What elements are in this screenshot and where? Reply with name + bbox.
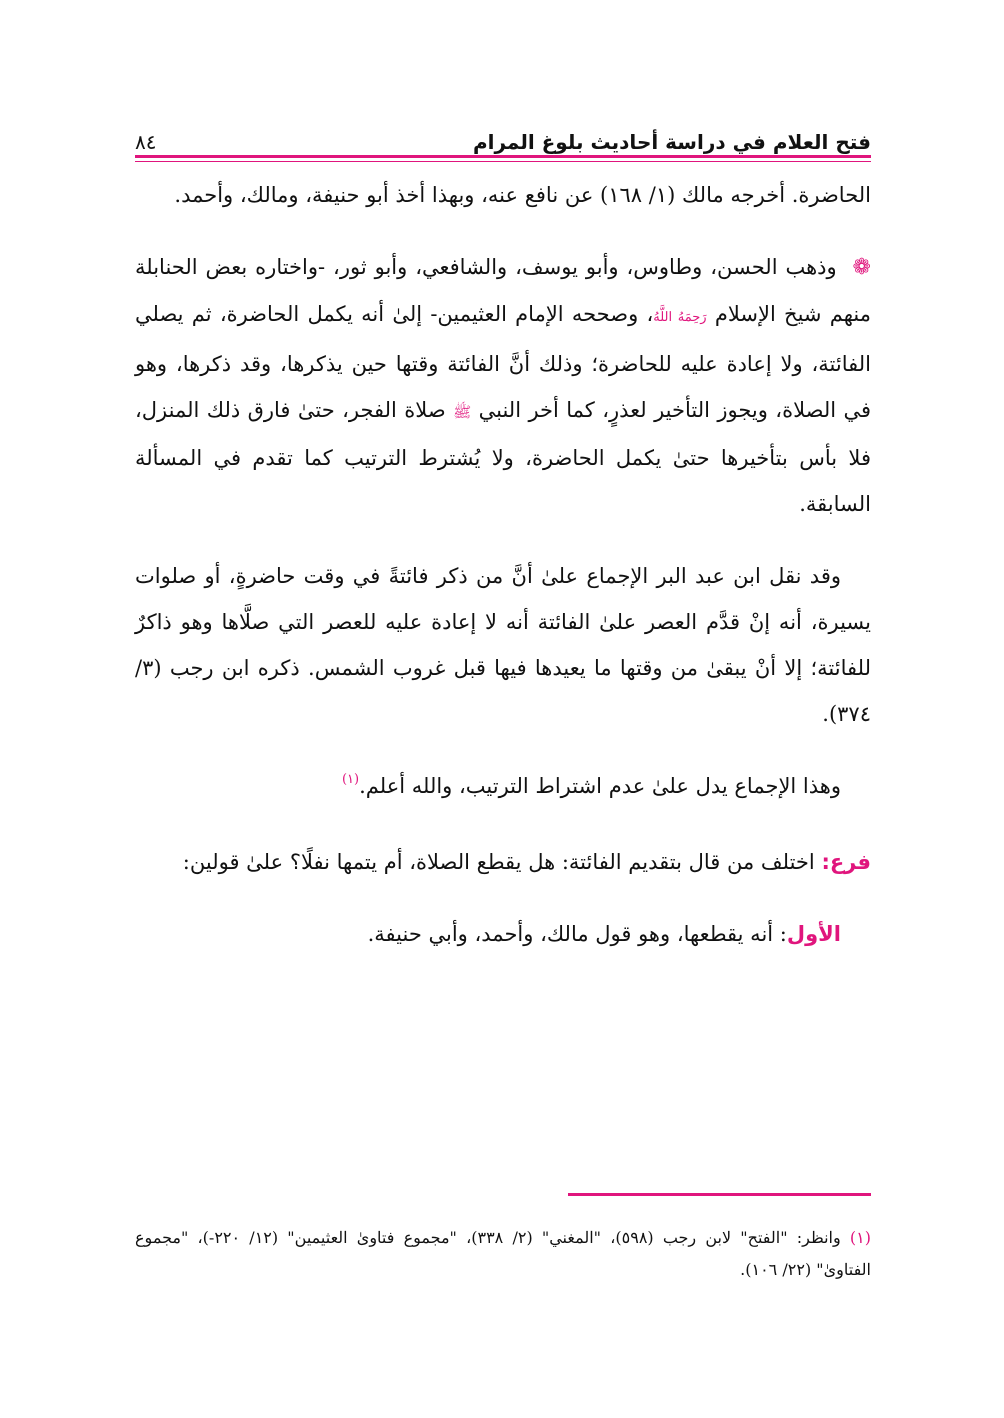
paragraph-text: وهذا الإجماع يدل علىٰ عدم اشتراط الترتيب، والله أعلم. xyxy=(359,774,841,798)
paragraph-first-opinion xyxy=(135,911,871,957)
page-number: ٨٤ xyxy=(135,130,157,154)
paragraph-text: وذهب الحسن، وطاوس، وأبو يوسف، والشافعي، وأبو ثور، -واختاره بعض الحنابلة منهم شيخ الإسلام xyxy=(135,255,871,326)
flower-icon: ❁ xyxy=(852,255,871,280)
footnote xyxy=(135,1222,871,1286)
paragraph-branch xyxy=(135,839,871,885)
paragraph-conclusion xyxy=(135,763,871,813)
paragraph-ijma: وقد نقل ابن عبد البر الإجماع علىٰ أنَّ من ذكر فائتةً في وقت حاضرةٍ، أو صلوات يسيرة، أنه إنْ قدَّم العصر علىٰ الفائتة أنه لا إعادة عليه للعصر التي صلَّاها وهو ذاكرٌ للفائتة؛ إلا أنْ يبقىٰ من وقتها ما يعيدها فيها قبل غروب الشمس. ذكره ابن رجب (٣/ ٣٧٤). xyxy=(135,564,871,726)
paragraph-continuation: الحاضرة. أخرجه مالك (١/ ١٦٨) عن نافع عنه، وبهذا أخذ أبو حنيفة، ومالك، وأحمد. xyxy=(174,183,871,207)
honorific-salawat: ﷺ xyxy=(453,403,472,421)
first-opinion-label: الأول xyxy=(786,922,841,946)
header-rule-thin xyxy=(135,161,871,162)
book-title: فتح العلام في دراسة أحاديث بلوغ المرام xyxy=(472,130,871,154)
footnote-divider xyxy=(568,1193,871,1196)
branch-label: فرع: xyxy=(821,850,871,874)
main-text xyxy=(135,172,871,957)
footnote-ref: (١) xyxy=(341,772,360,787)
header-rule-thick xyxy=(135,155,871,158)
honorific-rahimahullah: رَحِمَهُ اللَّهُ xyxy=(653,310,707,325)
footnote-number: (١) xyxy=(849,1228,871,1247)
paragraph-text: ، وصححه الإمام العثيمين- إلىٰ أنه يكمل الحاضرة، ثم يصلي الفائتة، ولا إعادة عليه للحاضرة؛ وذلك أنَّ الفائتة وقتها حين يذكرها، وقد ذكرها، وهو في الصلاة، ويجوز التأخير لعذرٍ، كما أخر النبي xyxy=(135,302,871,422)
footnote-text: وانظر: "الفتح" لابن رجب (٥٩٨)، "المغني" (٢/ ٣٣٨)، "مجموع فتاوىٰ العثيمين" (١٢/ ٢٢٠-)، "مجموع الفتاوىٰ" (٢٢/ ١٠٦). xyxy=(135,1228,871,1279)
paragraph-text: اختلف من قال بتقديم الفائتة: هل يقطع الصلاة، أم يتمها نفلًا؟ علىٰ قولين: xyxy=(182,850,815,874)
page-header xyxy=(135,118,871,154)
paragraph-opinion xyxy=(135,244,871,527)
paragraph-text: صلاة الفجر، حتىٰ فارق ذلك المنزل، فلا بأس بتأخيرها حتىٰ يكمل الحاضرة، ولا يُشترط الترتيب كما تقدم في المسألة السابقة. xyxy=(135,398,871,516)
paragraph-text: : أنه يقطعها، وهو قول مالك، وأحمد، وأبي حنيفة. xyxy=(367,922,787,946)
